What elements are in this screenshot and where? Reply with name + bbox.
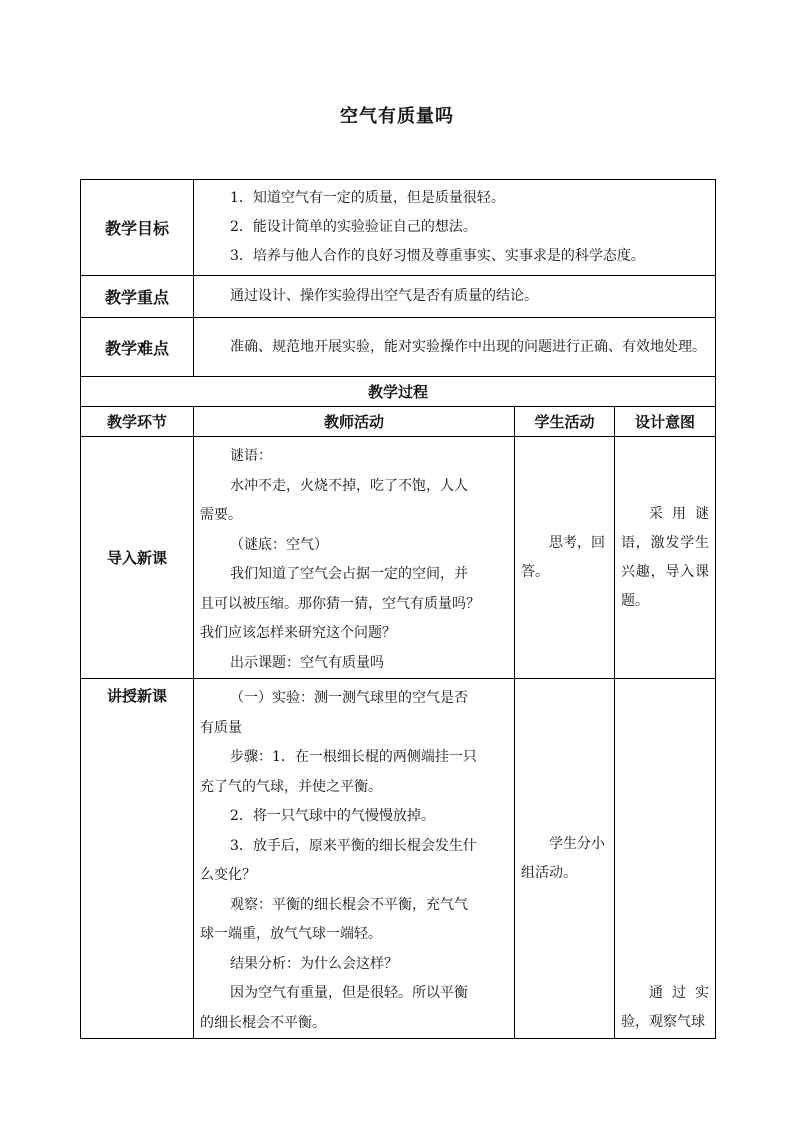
teacher-activity-line: 观察：平衡的细长棍会不平衡，充气气 (230, 896, 468, 913)
design-intent-text: 采用谜语，激发学生兴趣，导入课题。 (621, 505, 710, 609)
new-lesson-teacher-activity (194, 679, 515, 1039)
new-lesson-student-activity (515, 679, 615, 1039)
lesson-plan-table (80, 179, 716, 1039)
page-title: 空气有质量吗 (340, 106, 454, 127)
column-header: 教师活动 (194, 407, 515, 437)
difficulties-text: 准确、规范地开展实验，能对实验操作中出现的问题进行正确、有效地处理。 (230, 338, 706, 355)
column-header: 教学环节 (81, 407, 194, 437)
goal-item: 2．能设计简单的实验验证自己的想法。 (230, 219, 477, 235)
teacher-activity-line: 充了气的气球，并使之平衡。 (200, 778, 382, 795)
intro-row (81, 437, 716, 679)
goals-row (81, 180, 716, 276)
teacher-activity-line: 的细长棍会不平衡。 (200, 1014, 326, 1031)
teacher-activity-line: 步骤：1．在一根细长棍的两侧端挂一只 (230, 749, 477, 765)
intro-stage-label: 导入新课 (81, 437, 194, 679)
teacher-activity-line: 有质量 (200, 719, 242, 736)
teacher-activity-line: 3．放手后，原来平衡的细长棍会发生什 (230, 837, 477, 854)
teacher-activity-line: 且可以被压缩。那你猜一猜，空气有质量吗？ (200, 595, 480, 612)
goals-label: 教学目标 (81, 180, 194, 276)
new-lesson-row (81, 679, 716, 1039)
key-points-row (81, 276, 716, 318)
intro-teacher-activity (194, 437, 515, 679)
teacher-activity-line: 结果分析：为什么会这样？ (230, 955, 398, 972)
column-header: 设计意图 (615, 407, 716, 437)
process-heading: 教学过程 (81, 377, 716, 407)
difficulties-row (81, 318, 716, 377)
teacher-activity-line: 我们应该怎样来研究这个问题？ (200, 625, 396, 641)
teacher-activity-line: 我们知道了空气会占据一定的空间，并 (230, 566, 468, 582)
goal-item: 3．培养与他人合作的良好习惯及尊重事实、实事求是的科学态度。 (230, 248, 645, 264)
intro-student-activity (515, 437, 615, 679)
intro-design-intent (615, 437, 716, 679)
column-header: 学生活动 (515, 407, 615, 437)
teacher-activity-line: 谜语： (230, 448, 272, 464)
goals-content (194, 180, 716, 276)
teacher-activity-line: 2．将一只气球中的气慢慢放掉。 (230, 808, 435, 824)
new-lesson-stage-label: 讲授新课 (81, 679, 194, 1039)
new-lesson-design-intent (615, 679, 716, 1039)
key-points-text: 通过设计、操作实验得出空气是否有质量的结论。 (230, 288, 538, 304)
key-points-content (194, 276, 716, 318)
student-activity-text: 思考，回答。 (521, 534, 605, 580)
teacher-activity-line: 出示课题：空气有质量吗 (230, 654, 384, 671)
teacher-activity-line: 因为空气有重量，但是很轻。所以平衡 (230, 985, 468, 1001)
process-heading-row (81, 377, 716, 407)
student-activity-text: 学生分小组活动。 (521, 835, 605, 881)
teacher-activity-line: （一）实验：测一测气球里的空气是否 (230, 690, 468, 706)
teacher-activity-line: 需要。 (200, 507, 242, 523)
key-points-label: 教学重点 (81, 276, 194, 318)
goal-item: 1．知道空气有一定的质量，但是质量很轻。 (230, 190, 505, 206)
difficulties-label: 教学难点 (81, 318, 194, 377)
teacher-activity-line: （谜底：空气） (230, 536, 328, 553)
teacher-activity-line: 么变化？ (200, 867, 256, 883)
teacher-activity-line: 球一端重，放气气球一端轻。 (200, 926, 382, 942)
column-header-row (81, 407, 716, 437)
design-intent-text: 通过实验，观察气球 (621, 985, 710, 1030)
teacher-activity-line: 水冲不走，火烧不掉，吃了不饱，人人 (230, 477, 468, 494)
difficulties-content (194, 318, 716, 377)
